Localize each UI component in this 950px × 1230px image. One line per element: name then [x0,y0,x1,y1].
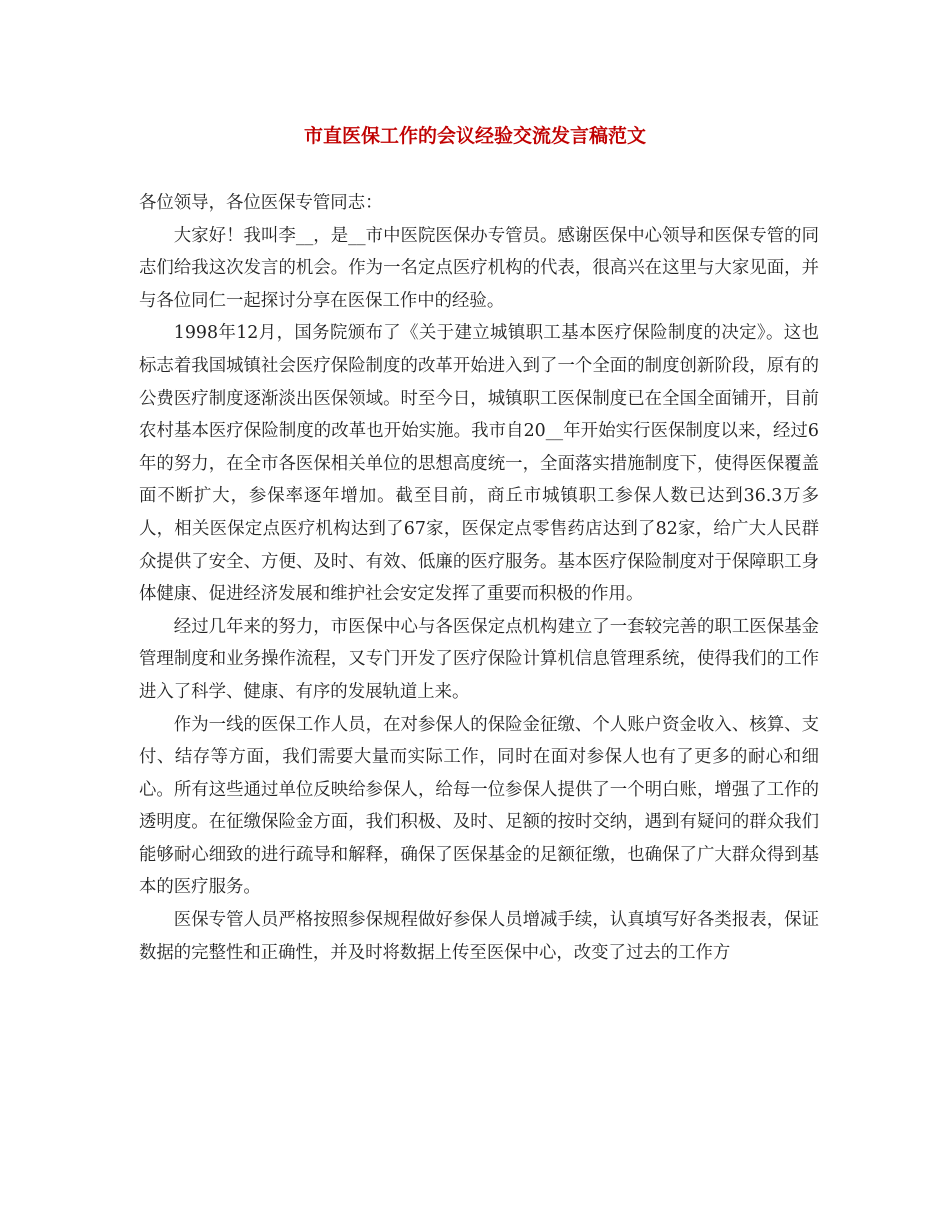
document-body [139,187,819,969]
paragraph-management: 经过几年来的努力，市医保中心与各医保定点机构建立了一套较完善的职工医保基金管理制度和业务操作流程，又专门开发了医疗保险计算机信息管理系统，使得我们的工作进入了科学、健康、有序的发展轨道上来。 [139,616,819,702]
paragraph-procedures: 医保专管人员严格按照参保规程做好参保人员增减手续，认真填写好各类报表，保证数据的完整性和正确性，并及时将数据上传至医保中心，改变了过去的工作方 [139,910,819,963]
paragraph-history: 1998年12月，国务院颁布了《关于建立城镇职工基本医疗保险制度的决定》。这也标志着我国城镇社会医疗保险制度的改革开始进入到了一个全面的制度创新阶段，原有的公费医疗制度逐渐淡出医保领域。时至今日，城镇职工医保制度已在全国全面铺开，目前农村基本医疗保险制度的改革也开始实施。我市自20__年开始实行医保制度以来，经过6年的努力，在全市各医保相关单位的思想高度统一，全面落实措施制度下，使得医保覆盖面不断扩大，参保率逐年增加。截至目前，商丘市城镇职工参保人数已达到36.3万多人，相关医保定点医疗机构达到了67家，医保定点零售药店达到了82家，给广大人民群众提供了安全、方便、及时、有效、低廉的医疗服务。基本医疗保险制度对于保障职工身体健康、促进经济发展和维护社会安定发挥了重要而积极的作用。 [139,323,819,605]
salutation: 各位领导，各位医保专管同志： [139,193,383,213]
document-title: 市直医保工作的会议经验交流发言稿范文 [303,125,646,147]
paragraph-frontline-work: 作为一线的医保工作人员，在对参保人的保险金征缴、个人账户资金收入、核算、支付、结存等方面，我们需要大量而实际工作，同时在面对参保人也有了更多的耐心和细心。所有这些通过单位反映给参保人，给每一位参保人提供了一个明白账，增强了工作的透明度。在征缴保险金方面，我们积极、及时、足额的按时交纳，遇到有疑问的群众我们能够耐心细致的进行疏导和解释，确保了医保基金的足额征缴，也确保了广大群众得到基本的医疗服务。 [139,714,819,898]
paragraph-introduction: 大家好！我叫李__，是__市中医院医保办专管员。感谢医保中心领导和医保专管的同志们给我这次发言的机会。作为一名定点医疗机构的代表，很高兴在这里与大家见面，并与各位同仁一起探讨分享在医保工作中的经验。 [139,225,819,311]
